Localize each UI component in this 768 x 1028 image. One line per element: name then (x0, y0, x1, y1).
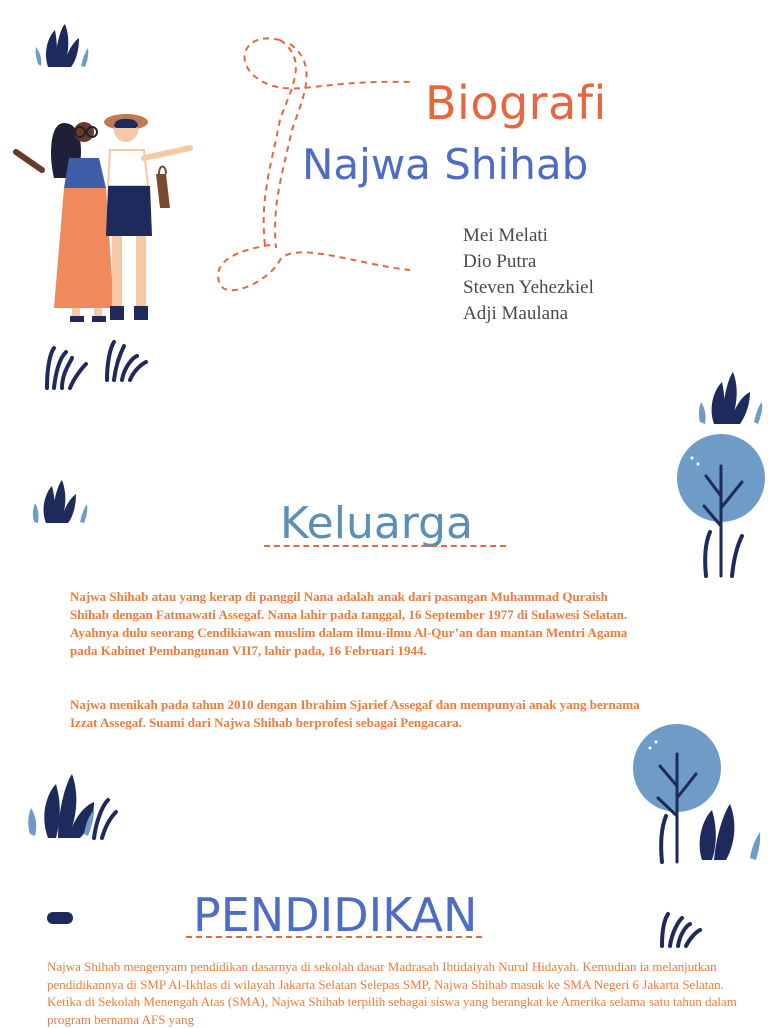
round-tree-icon (676, 436, 766, 581)
decorative-pill (47, 912, 73, 924)
grass-tuft-icon (42, 338, 152, 388)
heading-underline (264, 545, 506, 547)
grass-tuft-icon (656, 908, 706, 948)
title-biografi: Biografi (425, 76, 607, 130)
author-name: Mei Melati (463, 225, 548, 246)
author-name: Adji Maulana (463, 303, 569, 324)
heading-underline (186, 936, 482, 938)
keluarga-paragraph-1: Najwa Shihab atau yang kerap di panggil Nana adalah anak dari pasangan Muhammad Quraish Shihab dengan Fatmawati Assegaf. Nana lahir pada tanggal, 16 September 1977 di Sulawesi Selatan. Ayahnya dulu seorang Cendikiawan muslim dalam ilmu-ilmu Al-Qur’an dan mantan Mentri Agama pada Kabinet Pembangunan VII7, lahir pada, 16 Februari 1944. (70, 589, 628, 658)
title-najwa-shihab: Najwa Shihab (302, 140, 589, 189)
leaf-plant-icon (24, 772, 119, 842)
leaf-plant-icon (30, 478, 90, 528)
round-tree-icon (632, 724, 762, 864)
author-name: Dio Putra (463, 251, 537, 272)
pendidikan-paragraph: Najwa Shihab mengenyam pendidikan dasarnya di sekolah dasar Madrasah Ibtidaiyah Nurul Hidayah. Kemudian ia melanjutkan pendidikannya di SMP Al-Ikhlas di wilayah Jakarta Selatan Selepas SMP, Najwa Shihab masuk ke SMA Negeri 6 Jakarta Selatan. Ketika di Sekolah Menengah Atas (SMA), Najwa Shihab terpilih sebagai siswa yang berangkat ke Amerika selama satu tahun dalam program bernama AFS yang (47, 959, 737, 1027)
two-women-waving-illustration (14, 108, 204, 328)
section-heading-keluarga: Keluarga (280, 498, 474, 549)
section-heading-pendidikan: PENDIDIKAN (193, 888, 478, 942)
leaf-plant-icon (33, 22, 93, 72)
author-name: Steven Yehezkiel (463, 277, 594, 298)
author-list (463, 223, 594, 327)
leaf-plant-icon (696, 372, 766, 428)
keluarga-paragraph-2: Najwa menikah pada tahun 2010 dengan Ibrahim Sjarief Assegaf dan mempunyai anak yang bernama Izzat Assegaf. Suami dari Najwa Shihab berprofesi sebagai Pengacara. (70, 697, 640, 730)
